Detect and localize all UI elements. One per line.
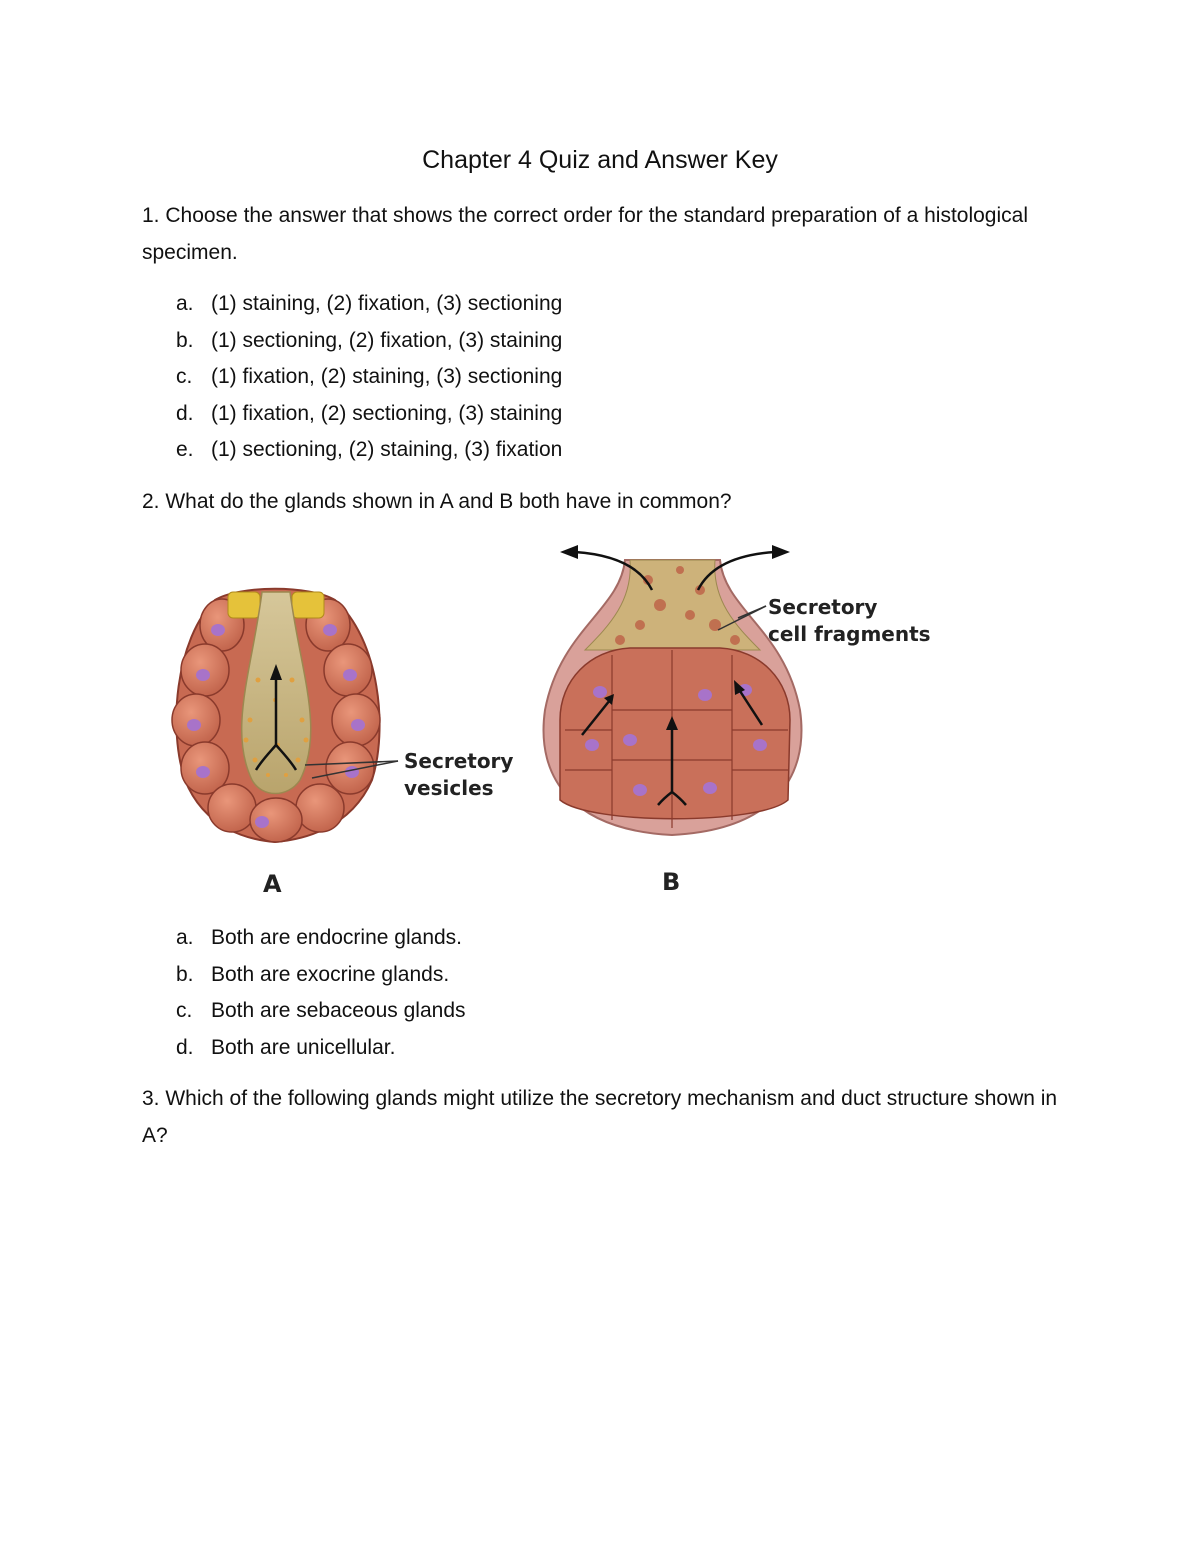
question-3-text: 3. Which of the following glands might utilize the secretory mechanism and duct structure shown in A? [142,1087,1058,1147]
option-1d: d. (1) fixation, (2) sectioning, (3) staining [176,401,563,425]
option-2b: b. Both are exocrine glands. [176,962,450,986]
question-1-text: 1. Choose the answer that shows the correct order for the standard preparation of a histological specimen. [142,204,1028,264]
label-a: A [263,870,282,898]
option-2c: c. Both are sebaceous glands [176,999,466,1022]
page-title: Chapter 4 Quiz and Answer Key [422,146,778,174]
gland-b-illustration [544,545,802,835]
callout-b-line1: Secretory [768,595,878,619]
callout-a-line1: Secretory [404,749,514,773]
option-1b: b. (1) sectioning, (2) fixation, (3) staining [176,328,563,352]
option-2d: d. Both are unicellular. [176,1035,396,1059]
question-1-options [176,286,562,469]
option-1e: e. (1) sectioning, (2) staining, (3) fixation [176,438,563,461]
question-2-text: 2. What do the glands shown in A and B both have in common? [142,490,732,513]
gland-figure [0,530,1200,910]
option-2a: a. Both are endocrine glands. [176,926,463,949]
callout-a-line2: vesicles [404,776,494,800]
question-2-options [176,920,466,1066]
option-1a: a. (1) staining, (2) fixation, (3) sectioning [176,292,563,315]
option-1c: c. (1) fixation, (2) staining, (3) sectioning [176,365,563,388]
callout-b-line2: cell fragments [768,622,931,646]
gland-a-illustration [172,589,398,842]
label-b: B [662,868,681,896]
